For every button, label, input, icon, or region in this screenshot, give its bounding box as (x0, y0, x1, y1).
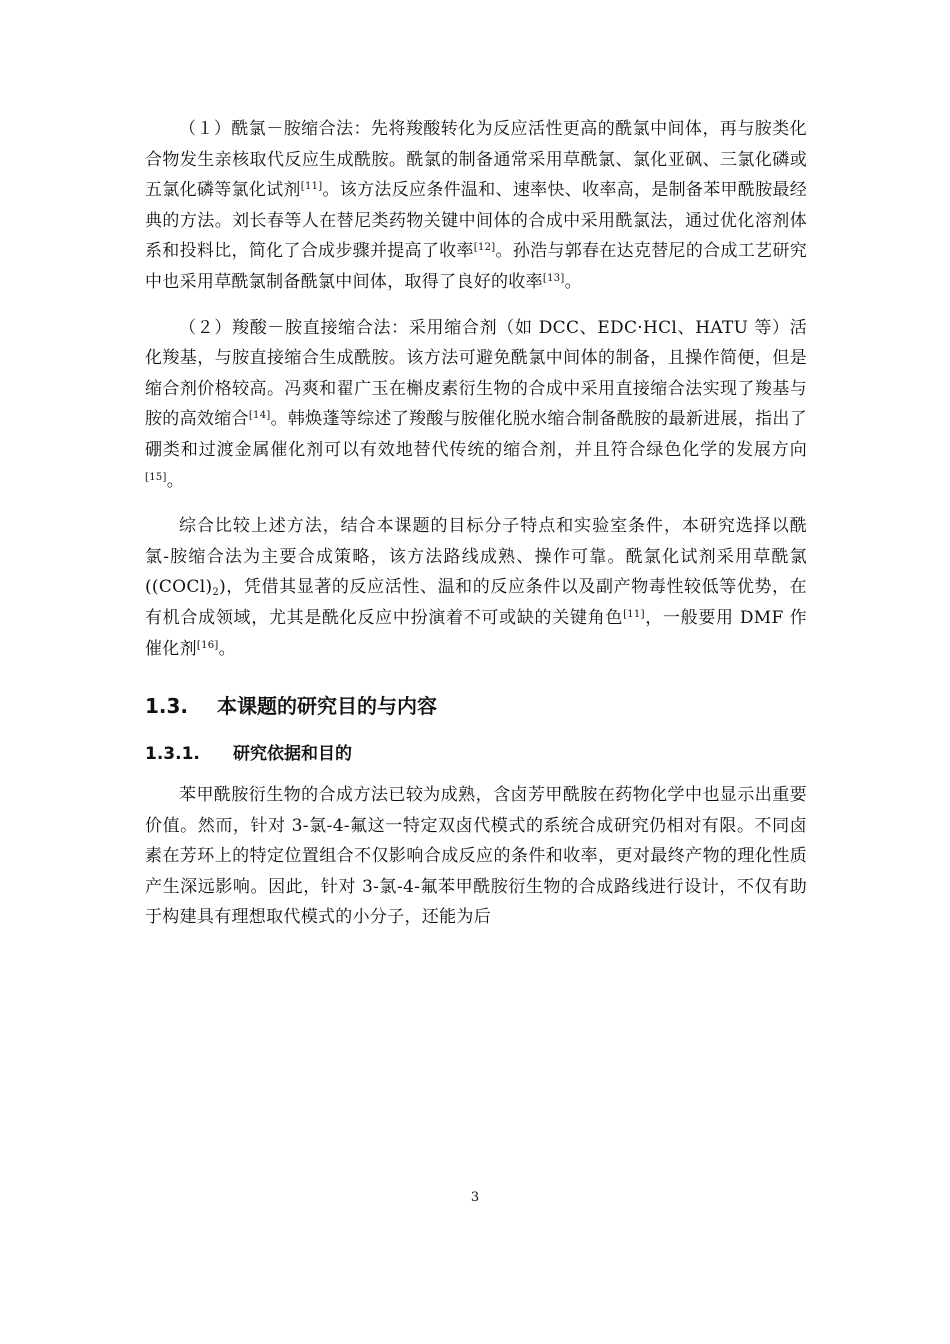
text-run: 。该方法反应条件温和、速率快、收率高，是制备苯甲酰胺最经典的方法。刘长春等人在替尼类药物关键中间体的合成中采用酰氯法，通过优化溶剂体系和投料比，简化了合成步骤并提高了收率 (145, 180, 808, 262)
text-run: 。 (564, 271, 582, 292)
citation-mark: [16] (196, 639, 219, 651)
text-run: ，一般要用 DMF 作催化剂 (145, 607, 807, 659)
text-run: 。 (218, 638, 236, 659)
paragraph (145, 313, 807, 497)
section-number: 1.3. (145, 694, 189, 719)
text-run: 苯甲酰胺衍生物的合成方法已较为成熟，含卤芳甲酰胺在药物化学中也显示出重要价值。然而，针对 3-氯-4-氟这一特定双卤代模式的系统合成研究仍相对有限。不同卤素在芳环上的特定位置组合不仅影响合成反应的条件和收率，更对最终产物的理化性质产生深远影响。因此，针对 3-氯-4-氟苯甲酰胺衍生物的合成路线进行设计，不仅有助于构建具有理想取代模式的小分子，还能为后 (145, 785, 807, 928)
citation-mark: [13] (542, 272, 565, 284)
paragraph (145, 114, 807, 298)
text-run: )，凭借其显著的反应活性、温和的反应条件以及副产物毒性较低等优势，在有机合成领域，尤其是酰化反应中扮演着不可或缺的关键角色 (145, 577, 807, 628)
intro-paragraphs (145, 114, 807, 664)
text-run: （１）酰氯－胺缩合法：先将羧酸转化为反应活性更高的酰氯中间体，再与胺类化合物发生亲核取代反应生成酰胺。酰氯的制备通常采用草酰氯、氯化亚砜、三氯化磷或五氯化磷等氯化试剂 (145, 119, 807, 201)
text-run: 综合比较上述方法，结合本课题的目标分子特点和实验室条件，本研究选择以酰氯-胺缩合法为主要合成策略，该方法路线成熟、操作可靠。酰氯化试剂采用草酰氯((COCl) (145, 516, 807, 598)
citation-mark: [14] (248, 410, 271, 422)
subsection-title: 研究依据和目的 (233, 744, 352, 765)
text-run: 。韩焕蓬等综述了羧酸与胺催化脱水缩合制备酰胺的最新进展，指出了硼类和过渡金属催化剂可以有效地替代传统的缩合剂，并且符合绿色化学的发展方向 (145, 409, 807, 460)
citation-mark: [11] (300, 181, 323, 193)
subsection-heading (145, 734, 807, 774)
citation-mark: [11] (623, 608, 645, 620)
page-content (145, 114, 807, 948)
subscript: 2 (212, 587, 220, 599)
citation-mark: [12] (473, 242, 496, 254)
citation-mark: [15] (145, 471, 167, 483)
subsection-number: 1.3.1. (145, 744, 200, 765)
text-run: 。孙浩与郭春在达克替尼的合成工艺研究中也采用草酰氯制备酰氯中间体，取得了良好的收率 (145, 241, 807, 292)
text-run: 。 (166, 470, 185, 491)
section-title: 本课题的研究目的与内容 (217, 694, 437, 719)
paragraph (145, 511, 807, 664)
section-heading (145, 686, 807, 726)
text-run: （２）羧酸－胺直接缩合法：采用缩合剂（如 DCC、EDC·HCl、HATU 等）活化羧基，与胺直接缩合生成酰胺。该方法可避免酰氯中间体的制备，且操作简便，但是缩合剂价格较高。冯爽和翟广玉在槲皮素衍生物的合成中采用直接缩合法实现了羧基与胺的高效缩合 (145, 317, 807, 430)
body-paragraphs (145, 780, 807, 933)
paragraph (145, 780, 807, 933)
page-number: 3 (470, 1190, 480, 1205)
